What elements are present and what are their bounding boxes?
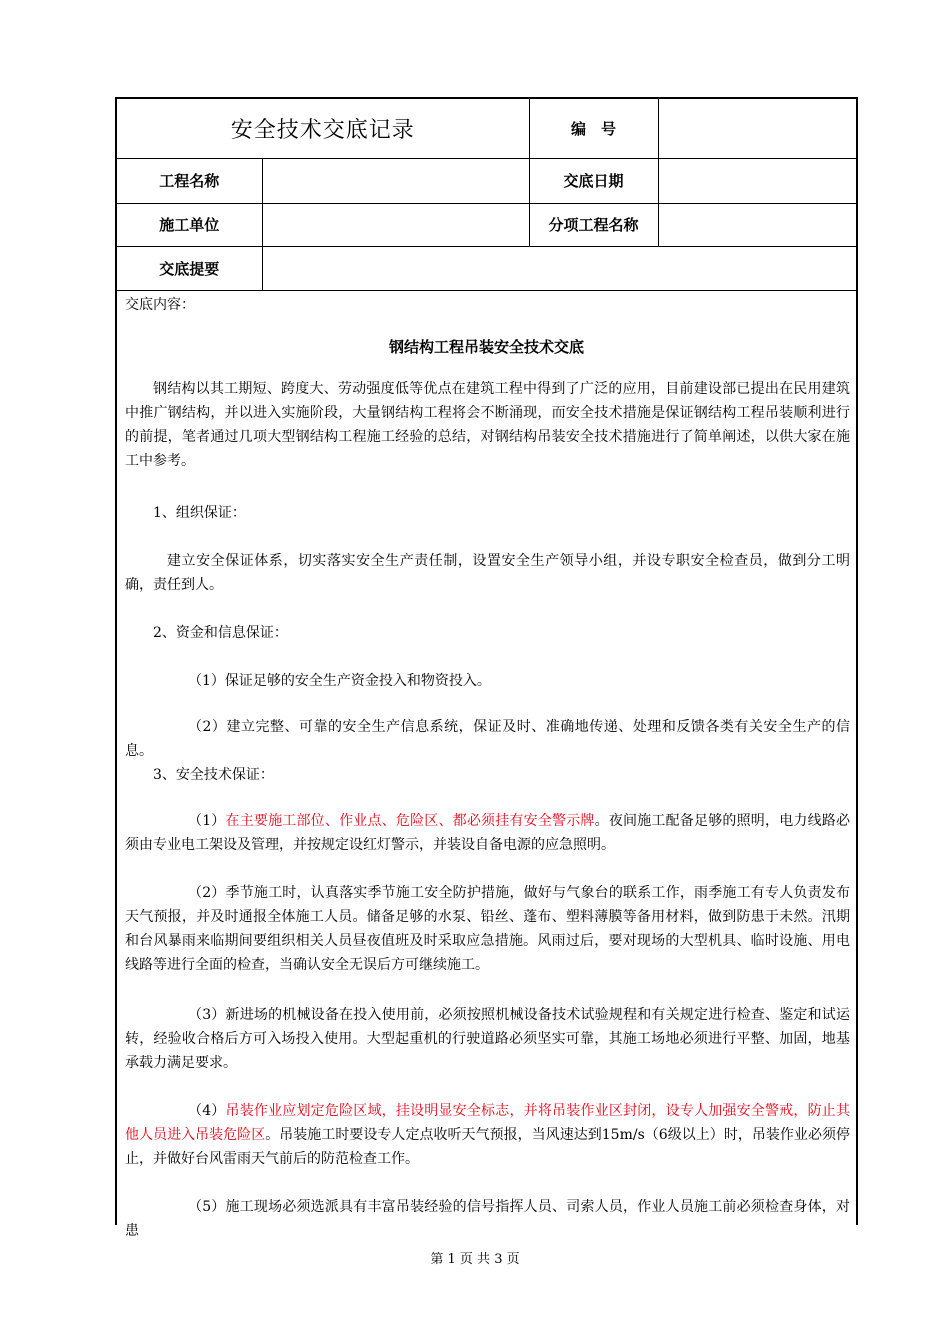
project-name-label: 工程名称 [117,158,262,203]
content-label: 交底内容： [125,296,195,313]
summary-value[interactable] [262,246,856,290]
item-4-warning-text: 吊装作业应划定危险区域，挂设明显安全标志，并将吊装作业区封闭，设专人加强安全警戒，防止其他人员进入吊装危险区 [125,1102,850,1143]
section-3-item-2: （2）季节施工时，认真落实季节施工安全防护措施，做好与气象台的联系工作，雨季施工有专人负责发布天气预报，并及时通报全体施工人员。储备足够的水泵、铅丝、蓬布、塑料薄膜等备用材料，做到防患于未然。汛期和台风暴雨来临期间要组织相关人员昼夜值班及时采取应急措施。风雨过后，要对现场的大型机具、临时设施、用电线路等进行全面的检查，当确认安全无误后方可继续施工。 [125,884,850,973]
intro-paragraph: 钢结构以其工期短、跨度大、劳动强度低等优点在建筑工程中得到了广泛的应用，目前建设部已提出在民用建筑中推广钢结构，并以进入实施阶段，大量钢结构工程将会不断涌现，而安全技术措施是保证钢结构工程吊装顺利进行的前提，笔者通过几项大型钢结构工程施工经验的总结，对钢结构吊装安全技术措施进行了简单阐述，以供大家在施工中参考。 [125,380,850,469]
section-1-body: 建立安全保证体系，切实落实安全生产责任制，设置安全生产领导小组，并设专职安全检查员，做到分工明确，责任到人。 [125,552,850,593]
doc-title: 钢结构工程吊装安全技术交底 [388,337,584,356]
unit-value[interactable] [262,203,529,246]
sub-project-value[interactable] [658,203,856,246]
section-3-item-1 [125,809,850,857]
section-3-item-3: （3）新进场的机械设备在投入使用前，必须按照机械设备技术试验规程和有关规定进行检查、鉴定和试运转，经验收合格后方可入场投入使用。大型起重机的行驶道路必须坚实可靠，其施工场地必须进行平整、加固，地基承载力满足要求。 [125,1006,850,1071]
project-name-value[interactable] [262,158,529,203]
section-2-title: 2、资金和信息保证： [153,624,288,641]
section-3-title: 3、安全技术保证： [153,766,274,783]
section-2-item-1: （1）保证足够的安全生产资金投入和物资投入。 [188,672,491,689]
record-title: 安全技术交底记录 [117,99,529,158]
sub-project-label: 分项工程名称 [529,203,658,246]
item-1-prefix: （1） [188,812,226,829]
date-value[interactable] [658,158,856,203]
unit-label: 施工单位 [117,203,262,246]
section-2-item-2: （2）建立完整、可靠的安全生产信息系统，保证及时、准确地传递、处理和反馈各类有关安全生产的信息。 [125,718,850,759]
item-4-rest: 。吊装施工时要设专人定点收听天气预报，当风速达到15m/s（6级以上）时，吊装作业必须停止，并做好台风雷雨天气前后的防范检查工作。 [125,1126,851,1167]
item-1-rest: 。夜间施工配备足够的照明，电力线路必须由专业电工架设及管理，并按规定设红灯警示，并装设自备电源的应急照明。 [125,812,850,853]
section-3-item-4 [125,1099,850,1171]
item-4-prefix: （4） [188,1102,226,1119]
number-value[interactable] [658,99,856,158]
date-label: 交底日期 [529,158,658,203]
item-1-warning-text: 在主要施工部位、作业点、危险区、都必须挂有安全警示牌 [225,812,595,829]
header-table [117,99,856,291]
section-3-item-5: （5）施工现场必须选派具有丰富吊装经验的信号指挥人员、司索人员，作业人员施工前必须检查身体，对患 [125,1198,850,1239]
document-frame [115,97,858,1239]
page-footer: 第 1 页 共 3 页 [430,1252,520,1267]
section-1-title: 1、组织保证： [153,504,246,521]
number-label: 编 号 [529,99,658,158]
summary-label: 交底提要 [117,246,262,290]
